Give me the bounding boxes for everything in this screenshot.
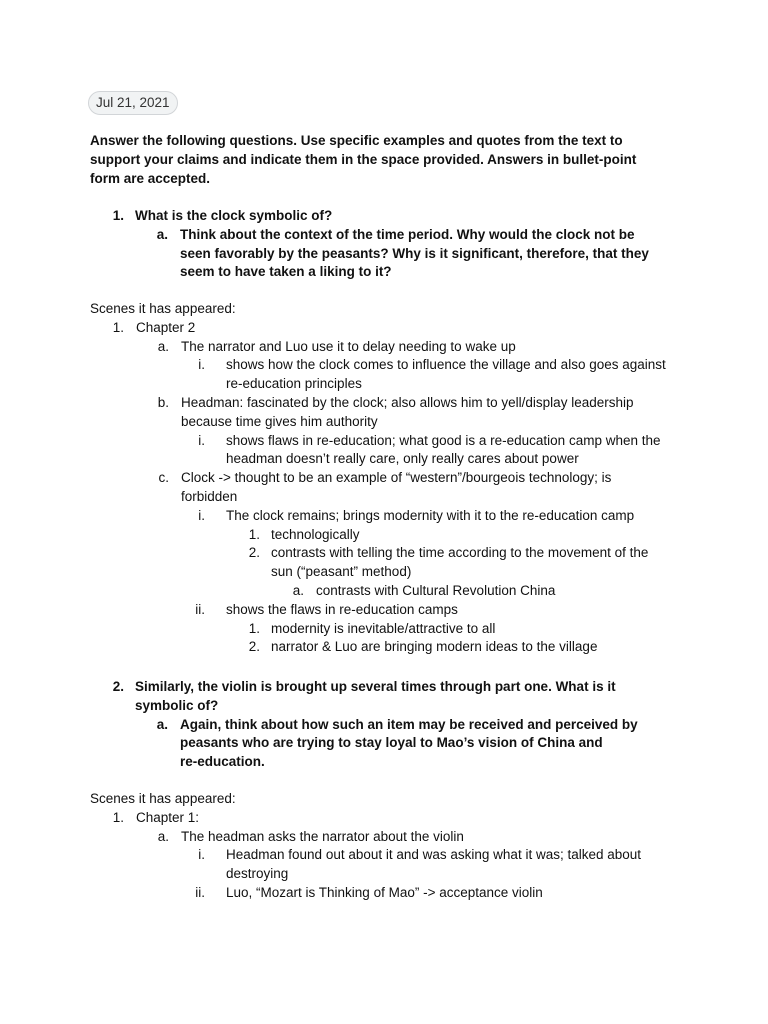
instructions-line: Answer the following questions. Use specific examples and quotes from the text to: [90, 133, 623, 148]
section-heading: Scenes it has appeared:: [90, 791, 236, 806]
list-marker: a.: [292, 582, 304, 598]
list-item: Luo, “Mozart is Thinking of Mao” -> acceptance violin: [226, 884, 543, 900]
question-2: [0, 678, 768, 772]
question-text: What is the clock symbolic of?: [135, 208, 333, 223]
list-item: Chapter 1:: [136, 809, 200, 825]
list-item: sun (“peasant” method): [271, 564, 412, 580]
instructions: [0, 132, 768, 188]
list-item: narrator & Luo are bringing modern ideas to the village: [271, 639, 598, 655]
date-chip[interactable]: Jul 21, 2021: [88, 91, 178, 115]
list-marker: ii.: [195, 601, 205, 617]
question-subtext: peasants who are trying to stay loyal to Mao’s vision of China and: [180, 735, 603, 751]
list-marker: 1.: [248, 620, 260, 636]
list-marker: 2.: [112, 679, 124, 694]
list-marker: i.: [198, 432, 205, 448]
question-subtext: seen favorably by the peasants? Why is it significant, therefore, that they: [180, 245, 649, 261]
list-item: shows how the clock comes to influence the village and also goes against: [226, 357, 666, 373]
list-item: forbidden: [181, 488, 238, 504]
list-marker: i.: [198, 847, 205, 863]
question-subtext: Think about the context of the time period. Why would the clock not be: [180, 226, 635, 242]
list-item: technologically: [271, 526, 360, 542]
answer-1: [0, 300, 768, 657]
instructions-line: form are accepted.: [90, 170, 211, 186]
question-text: Similarly, the violin is brought up several times through part one. What is it: [135, 679, 616, 694]
list-item: contrasts with Cultural Revolution China: [316, 582, 556, 598]
list-marker: c.: [158, 470, 169, 486]
list-item: Chapter 2: [136, 319, 196, 335]
list-marker: ii.: [195, 884, 205, 900]
list-item: The clock remains; brings modernity with it to the re-education camp: [226, 507, 635, 523]
question-1: [0, 207, 768, 282]
list-marker: 2.: [248, 545, 260, 561]
question-text: symbolic of?: [135, 697, 219, 713]
list-item: shows flaws in re-education; what good is a re-education camp when the: [226, 432, 661, 448]
list-item: Clock -> thought to be an example of “western”/bourgeois technology; is: [181, 470, 612, 486]
list-marker: 1.: [112, 809, 124, 825]
list-marker: 1.: [248, 526, 260, 542]
section-heading: Scenes it has appeared:: [90, 301, 236, 316]
question-subtext: Again, think about how such an item may be received and perceived by: [180, 716, 638, 732]
question-subtext: re-education.: [180, 754, 265, 770]
list-item: The headman asks the narrator about the violin: [181, 828, 464, 844]
list-marker: 2.: [248, 639, 260, 655]
list-item: headman doesn’t really care, only really cares about power: [226, 451, 579, 467]
list-marker: a.: [157, 338, 169, 354]
list-marker: a.: [156, 716, 168, 732]
list-item: shows the flaws in re-education camps: [226, 601, 458, 617]
list-item: Headman found out about it and was asking what it was; talked about: [226, 847, 642, 863]
list-item: The narrator and Luo use it to delay needing to wake up: [181, 338, 516, 354]
list-marker: 1.: [112, 208, 124, 223]
answer-2: [0, 790, 768, 903]
list-item: modernity is inevitable/attractive to all: [271, 620, 496, 636]
list-item: re-education principles: [226, 376, 362, 392]
list-marker: i.: [198, 507, 205, 523]
list-marker: a.: [157, 828, 169, 844]
list-item: Headman: fascinated by the clock; also allows him to yell/display leadership: [181, 394, 634, 410]
list-item: contrasts with telling the time according to the movement of the: [271, 545, 649, 561]
list-marker: 1.: [112, 319, 124, 335]
question-subtext: seem to have taken a liking to it?: [180, 264, 392, 280]
list-item: because time gives him authority: [181, 413, 378, 429]
list-marker: i.: [198, 357, 205, 373]
list-item: destroying: [226, 866, 289, 882]
instructions-line: support your claims and indicate them in the space provided. Answers in bullet-point: [90, 151, 637, 167]
list-marker: b.: [157, 394, 169, 410]
list-marker: a.: [156, 226, 168, 242]
